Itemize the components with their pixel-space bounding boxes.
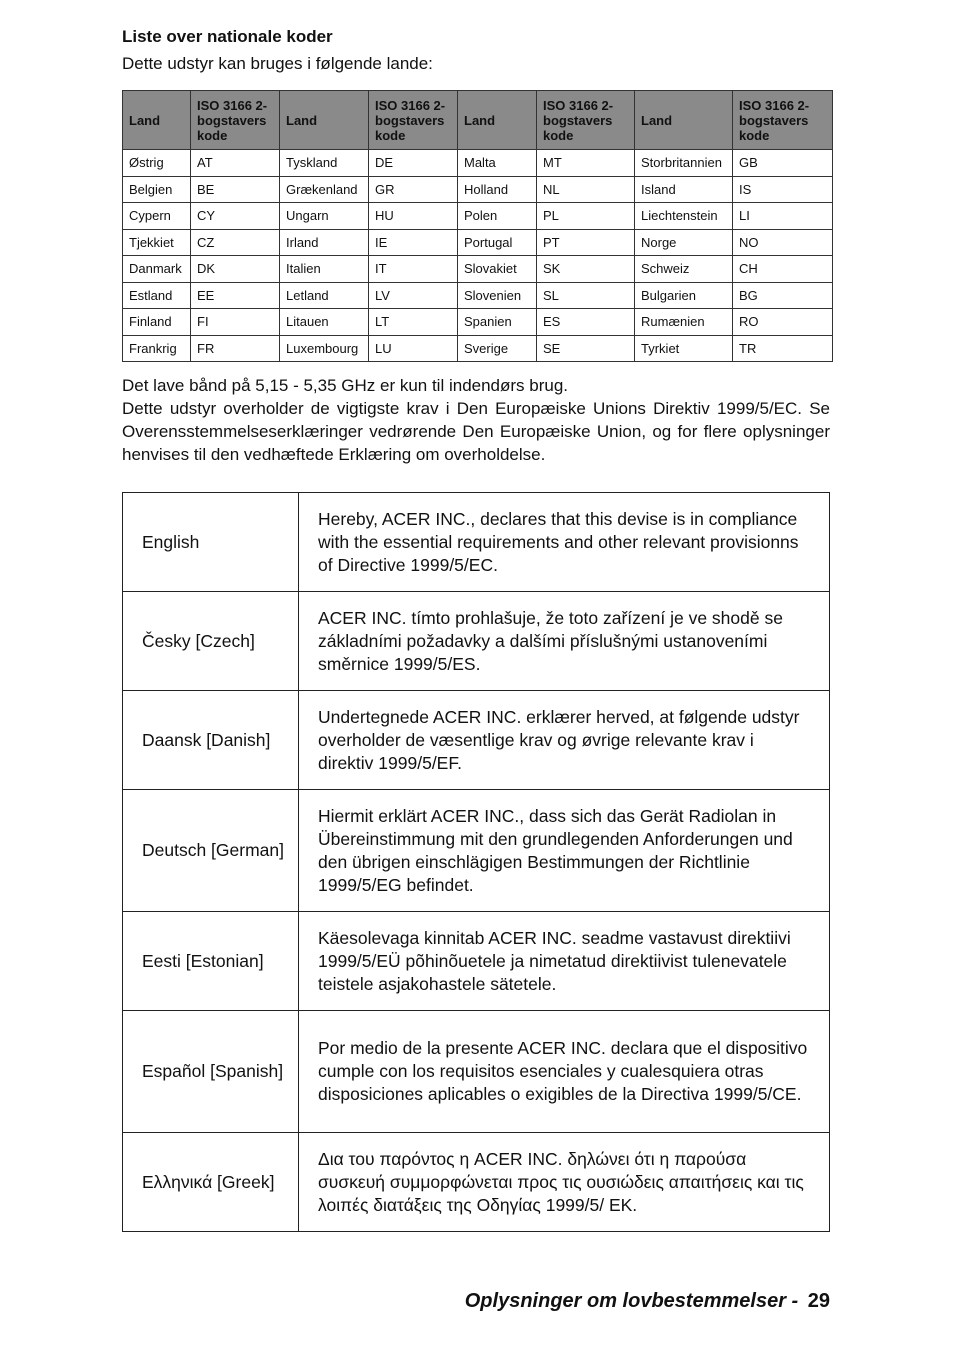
code-cell: NO xyxy=(733,229,833,256)
declarations-table xyxy=(122,492,830,1232)
country-cell: Sverige xyxy=(458,335,537,362)
code-cell: FI xyxy=(191,309,280,336)
country-cell: Schweiz xyxy=(635,256,733,283)
code-cell: RO xyxy=(733,309,833,336)
country-cell: Portugal xyxy=(458,229,537,256)
code-cell: LU xyxy=(369,335,458,362)
country-cell: Estland xyxy=(123,282,191,309)
code-cell: PT xyxy=(537,229,635,256)
country-cell: Liechtenstein xyxy=(635,203,733,230)
table-row xyxy=(123,229,833,256)
declaration-row xyxy=(123,1011,830,1133)
intro-text: Dette udstyr kan bruges i følgende lande: xyxy=(122,54,433,73)
language-cell: Ελληνικά [Greek] xyxy=(123,1133,299,1232)
country-cell: Spanien xyxy=(458,309,537,336)
code-cell: HU xyxy=(369,203,458,230)
table-body xyxy=(123,150,833,362)
code-cell: DK xyxy=(191,256,280,283)
country-cell: Cypern xyxy=(123,203,191,230)
country-cell: Tjekkiet xyxy=(123,229,191,256)
footer-section-title: Oplysninger om lovbestemmelser - xyxy=(464,1290,799,1312)
code-cell: GR xyxy=(369,176,458,203)
country-cell: Litauen xyxy=(280,309,369,336)
language-cell: English xyxy=(123,493,299,592)
country-cell: Slovakiet xyxy=(458,256,537,283)
code-cell: GB xyxy=(733,150,833,177)
column-header-country: Land xyxy=(458,91,537,150)
country-cell: Grækenland xyxy=(280,176,369,203)
country-codes-table xyxy=(122,90,833,362)
language-cell: Česky [Czech] xyxy=(123,592,299,691)
code-cell: LI xyxy=(733,203,833,230)
country-cell: Polen xyxy=(458,203,537,230)
language-cell: Daansk [Danish] xyxy=(123,691,299,790)
declaration-text-cell: ACER INC. tímto prohlašuje, že toto zařízení je ve shodě se základními požadavky a dalšími příslušnými ustanoveními směrnice 1999/5/ES. xyxy=(299,592,830,691)
code-cell: IT xyxy=(369,256,458,283)
column-header-iso-code: ISO 3166 2-bogstavers kode xyxy=(191,91,280,150)
table-row xyxy=(123,150,833,177)
country-cell: Rumænien xyxy=(635,309,733,336)
code-cell: IE xyxy=(369,229,458,256)
table-row xyxy=(123,309,833,336)
country-cell: Irland xyxy=(280,229,369,256)
country-cell: Ungarn xyxy=(280,203,369,230)
code-cell: IS xyxy=(733,176,833,203)
declaration-text-cell: Undertegnede ACER INC. erklærer herved, at følgende udstyr overholder de væsentlige krav og øvrige relevante krav i direktiv 1999/5/EF. xyxy=(299,691,830,790)
declaration-text-cell: Hiermit erklärt ACER INC., dass sich das Gerät Radiolan in Übereinstimmung mit den grundlegenden Anforderungen und den übrigen einschlägigen Bestimmungen der Richtlinie 1999/5/EG befindet. xyxy=(299,790,830,912)
country-cell: Slovenien xyxy=(458,282,537,309)
code-cell: DE xyxy=(369,150,458,177)
table-header-row xyxy=(123,91,833,150)
table-row xyxy=(123,335,833,362)
declaration-row xyxy=(123,493,830,592)
column-header-country: Land xyxy=(123,91,191,150)
declaration-row xyxy=(123,691,830,790)
compliance-paragraph: Dette udstyr overholder de vigtigste krav i Den Europæiske Unions Direktiv 1999/5/EC. Se Overensstemmelseserklæringer vedrørende Den Europæiske Union, og for flere oplysninger henvises til den vedhæftede Erklæring om overholdelse. xyxy=(122,399,830,464)
column-header-iso-code: ISO 3166 2-bogstavers kode xyxy=(733,91,833,150)
declaration-text-cell: Hereby, ACER INC., declares that this devise is in compliance with the essential requirements and other relevant provisionns of Directive 1999/5/EC. xyxy=(299,493,830,592)
code-cell: BG xyxy=(733,282,833,309)
code-cell: TR xyxy=(733,335,833,362)
country-cell: Finland xyxy=(123,309,191,336)
code-cell: SE xyxy=(537,335,635,362)
code-cell: SL xyxy=(537,282,635,309)
column-header-country: Land xyxy=(635,91,733,150)
declaration-text-cell: Δια του παρόντος η ACER INC. δηλώνει ότι η παρούσα συσκευή συμμορφώνεται προς τις ουσιώδεις απαιτήσεις και τις λοιπές διατάξεις της Οδηγίας 1999/5/ ΕΚ. xyxy=(299,1133,830,1232)
table-row xyxy=(123,256,833,283)
country-cell: Bulgarien xyxy=(635,282,733,309)
country-cell: Luxembourg xyxy=(280,335,369,362)
declaration-row xyxy=(123,592,830,691)
declaration-row xyxy=(123,790,830,912)
country-cell: Frankrig xyxy=(123,335,191,362)
code-cell: CH xyxy=(733,256,833,283)
code-cell: MT xyxy=(537,150,635,177)
country-cell: Letland xyxy=(280,282,369,309)
code-cell: CY xyxy=(191,203,280,230)
declarations-body xyxy=(123,493,830,1232)
declaration-row xyxy=(123,1133,830,1232)
column-header-country: Land xyxy=(280,91,369,150)
country-cell: Danmark xyxy=(123,256,191,283)
code-cell: AT xyxy=(191,150,280,177)
indoor-use-note: Det lave bånd på 5,15 - 5,35 GHz er kun til indendørs brug. xyxy=(122,376,569,395)
code-cell: EE xyxy=(191,282,280,309)
page-number: 29 xyxy=(807,1290,830,1312)
column-header-iso-code: ISO 3166 2-bogstavers kode xyxy=(537,91,635,150)
code-cell: NL xyxy=(537,176,635,203)
code-cell: SK xyxy=(537,256,635,283)
code-cell: PL xyxy=(537,203,635,230)
code-cell: FR xyxy=(191,335,280,362)
declaration-row xyxy=(123,912,830,1011)
code-cell: LV xyxy=(369,282,458,309)
page-footer xyxy=(465,1290,830,1313)
country-cell: Italien xyxy=(280,256,369,283)
country-cell: Norge xyxy=(635,229,733,256)
country-cell: Island xyxy=(635,176,733,203)
code-cell: CZ xyxy=(191,229,280,256)
country-cell: Tyrkiet xyxy=(635,335,733,362)
code-cell: ES xyxy=(537,309,635,336)
table-row xyxy=(123,176,833,203)
country-cell: Tyskland xyxy=(280,150,369,177)
language-cell: Eesti [Estonian] xyxy=(123,912,299,1011)
declaration-text-cell: Käesolevaga kinnitab ACER INC. seadme vastavust direktiivi 1999/5/EÜ põhinõuetele ja nimetatud direktiivist tulenevatele teistele asjakohastele sätetele. xyxy=(299,912,830,1011)
table-row xyxy=(123,203,833,230)
column-header-iso-code: ISO 3166 2-bogstavers kode xyxy=(369,91,458,150)
table-row xyxy=(123,282,833,309)
declaration-text-cell: Por medio de la presente ACER INC. declara que el dispositivo cumple con los requisitos esenciales y cualesquiera otras disposiciones aplicables o exigibles de la Directiva 1999/5/CE. xyxy=(299,1011,830,1133)
language-cell: Deutsch [German] xyxy=(123,790,299,912)
country-cell: Østrig xyxy=(123,150,191,177)
country-cell: Storbritannien xyxy=(635,150,733,177)
country-cell: Belgien xyxy=(123,176,191,203)
country-cell: Malta xyxy=(458,150,537,177)
code-cell: BE xyxy=(191,176,280,203)
section-heading: Liste over nationale koder xyxy=(122,27,333,46)
country-cell: Holland xyxy=(458,176,537,203)
language-cell: Español [Spanish] xyxy=(123,1011,299,1133)
code-cell: LT xyxy=(369,309,458,336)
